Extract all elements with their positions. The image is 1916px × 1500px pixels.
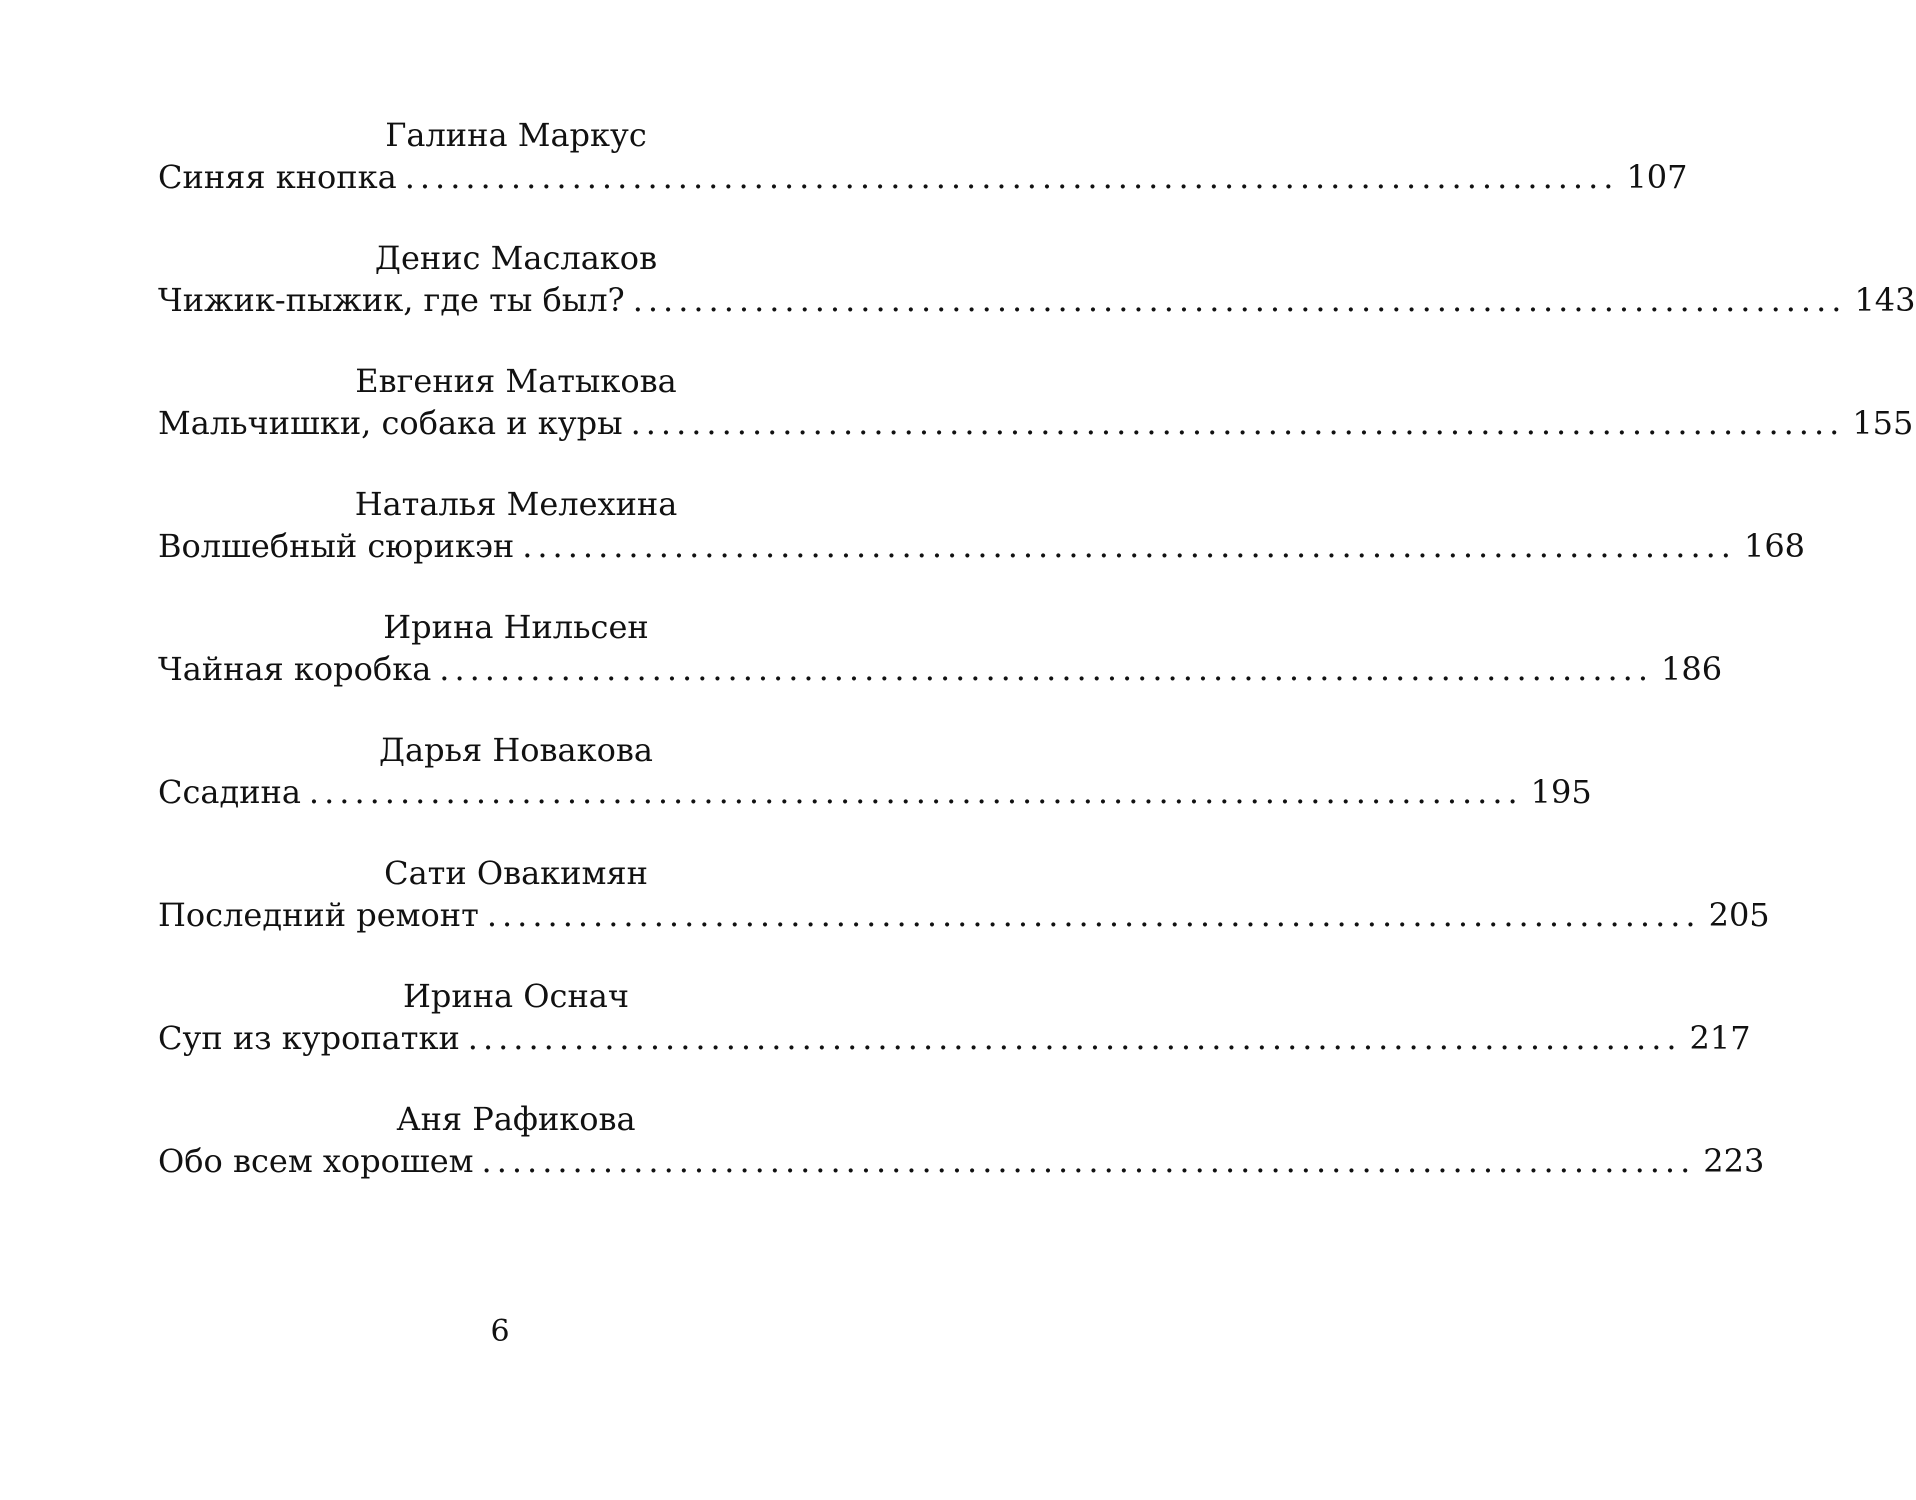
story-title: Чижик-пыжик, где ты был? xyxy=(158,281,625,319)
story-title: Чайная коробка xyxy=(158,650,432,688)
toc-line xyxy=(158,648,1723,690)
author-name: Денис Маслаков xyxy=(374,239,658,277)
toc-entry xyxy=(158,975,1751,1098)
toc-line xyxy=(158,771,1592,813)
toc-entry xyxy=(158,1098,1765,1221)
author-name: Ирина Нильсен xyxy=(383,608,649,646)
story-title: Последний ремонт xyxy=(158,896,479,934)
story-page-number: 143 xyxy=(1854,281,1916,319)
toc-entry xyxy=(158,483,1806,606)
dot-leader: ................................................................................ xyxy=(439,650,1654,688)
story-title: Мальчишки, собака и куры xyxy=(158,404,623,442)
story-title: Суп из куропатки xyxy=(158,1019,460,1057)
dot-leader: ................................................................................ xyxy=(308,773,1523,811)
story-page-number: 155 xyxy=(1852,404,1914,442)
dot-leader: ................................................................................ xyxy=(632,281,1847,319)
author-name: Сати Овакимян xyxy=(384,854,648,892)
story-page-number: 168 xyxy=(1743,527,1806,565)
author-name: Наталья Мелехина xyxy=(354,485,678,523)
dot-leader: ................................................................................ xyxy=(481,1142,1696,1180)
story-page-number: 205 xyxy=(1708,896,1770,934)
toc-line xyxy=(158,156,1688,198)
toc-line xyxy=(158,525,1806,567)
author-name: Ирина Оснач xyxy=(402,977,629,1015)
story-title: Синяя кнопка xyxy=(158,158,397,196)
toc-line xyxy=(158,279,1916,321)
toc-line xyxy=(158,1017,1751,1059)
toc-entry xyxy=(158,360,1914,483)
table-of-contents xyxy=(158,114,1916,1221)
dot-leader: ................................................................................ xyxy=(522,527,1736,565)
toc-line xyxy=(158,1140,1765,1182)
author-name: Дарья Новакова xyxy=(379,731,653,769)
story-page-number: 107 xyxy=(1626,158,1688,196)
story-page-number: 217 xyxy=(1689,1019,1751,1057)
author-name: Аня Рафикова xyxy=(396,1100,636,1138)
story-title: Ссадина xyxy=(158,773,301,811)
toc-entry xyxy=(158,606,1723,729)
toc-line xyxy=(158,402,1914,444)
story-title: Обо всем хорошем xyxy=(158,1142,474,1180)
dot-leader: ................................................................................ xyxy=(630,404,1845,442)
toc-entry xyxy=(158,852,1770,975)
story-title: Волшебный сюрикэн xyxy=(158,527,515,565)
toc-entry xyxy=(158,729,1592,852)
toc-entry xyxy=(158,237,1916,360)
story-page-number: 186 xyxy=(1661,650,1723,688)
story-page-number: 223 xyxy=(1703,1142,1765,1180)
story-page-number: 195 xyxy=(1530,773,1592,811)
toc-line xyxy=(158,894,1770,936)
toc-entry xyxy=(158,114,1688,237)
page-number: 6 xyxy=(490,1314,510,1349)
author-name: Евгения Матыкова xyxy=(355,362,677,400)
dot-leader: ................................................................................ xyxy=(404,158,1619,196)
author-name: Галина Маркус xyxy=(385,116,647,154)
dot-leader: ................................................................................ xyxy=(467,1019,1682,1057)
dot-leader: ................................................................................ xyxy=(486,896,1701,934)
